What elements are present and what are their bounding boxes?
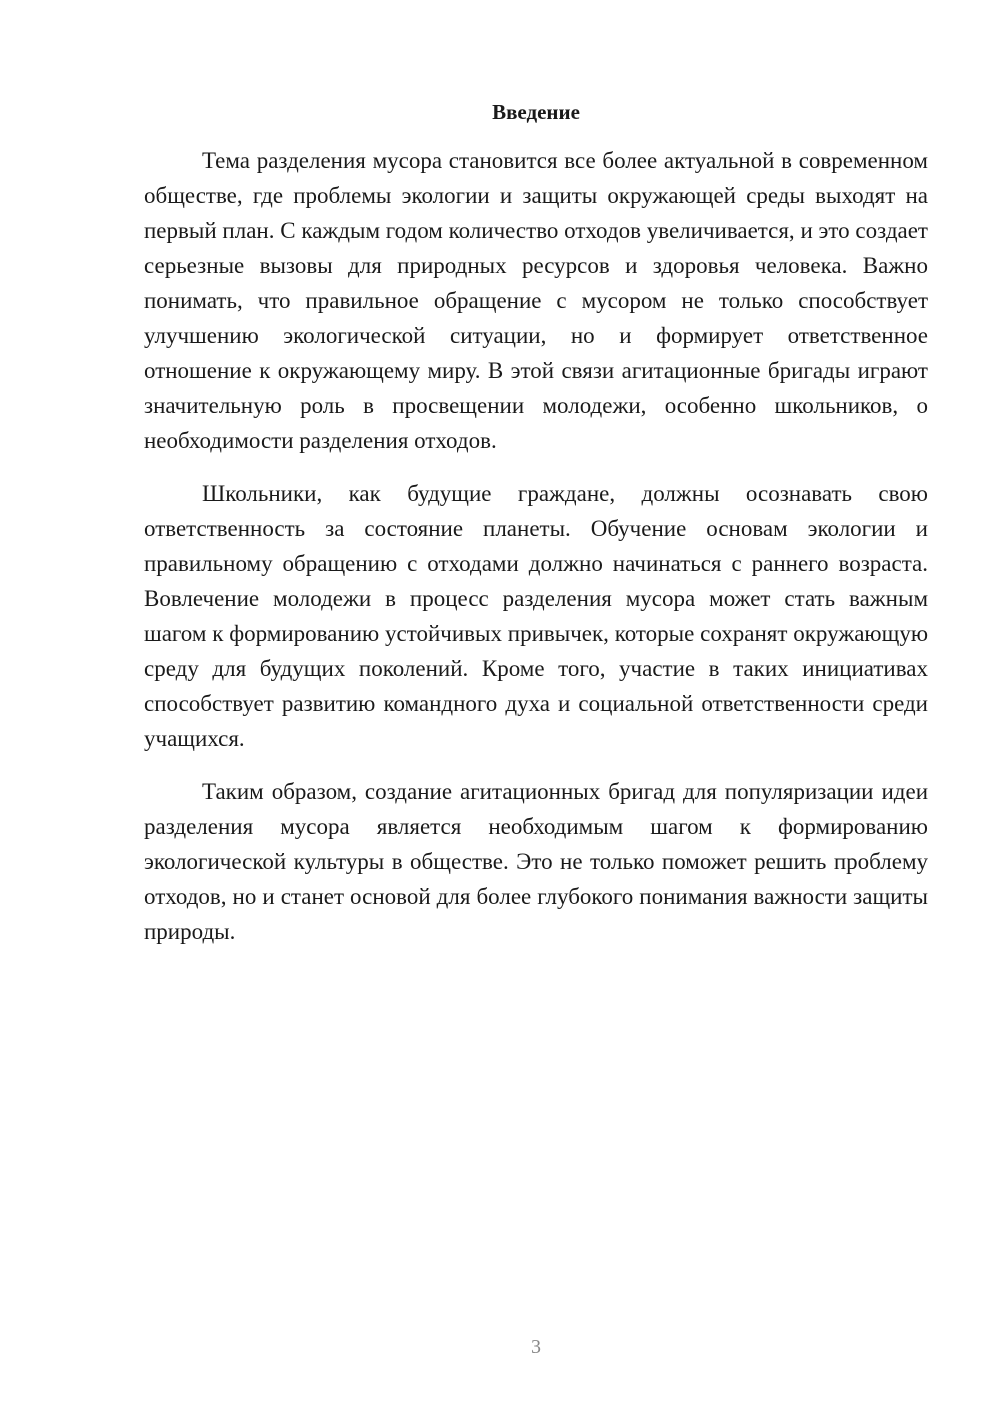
paragraph-3: Таким образом, создание агитационных бригад для популяризации идеи разделения мусора является необходимым шагом к формированию экологической культуры в обществе. Это не только поможет решить проблему отходов, но и станет основой для более глубокого понимания важности защиты природы.	[144, 779, 928, 944]
page-number: 3	[531, 1336, 541, 1358]
paragraph-1: Тема разделения мусора становится все более актуальной в современном обществе, где проблемы экологии и защиты окружающей среды выходят на первый план. С каждым годом количество отходов увеличивается, и это создает серьезные вызовы для природных ресурсов и здоровья человека. Важно понимать, что правильное обращение с мусором не только способствует улучшению экологической ситуации, но и формирует ответственное отношение к окружающему миру. В этой связи агитационные бригады играют значительную роль в просвещении молодежи, особенно школьников, о необходимости разделения отходов.	[144, 148, 928, 453]
section-title: Введение	[492, 100, 580, 124]
body-text	[144, 143, 928, 967]
paragraph-2: Школьники, как будущие граждане, должны осознавать свою ответственность за состояние планеты. Обучение основам экологии и правильному обращению с отходами должно начинаться с раннего возраста. Вовлечение молодежи в процесс разделения мусора может стать важным шагом к формированию устойчивых привычек, которые сохранят окружающую среду для будущих поколений. Кроме того, участие в таких инициативах способствует развитию командного духа и социальной ответственности среди учащихся.	[144, 481, 928, 751]
